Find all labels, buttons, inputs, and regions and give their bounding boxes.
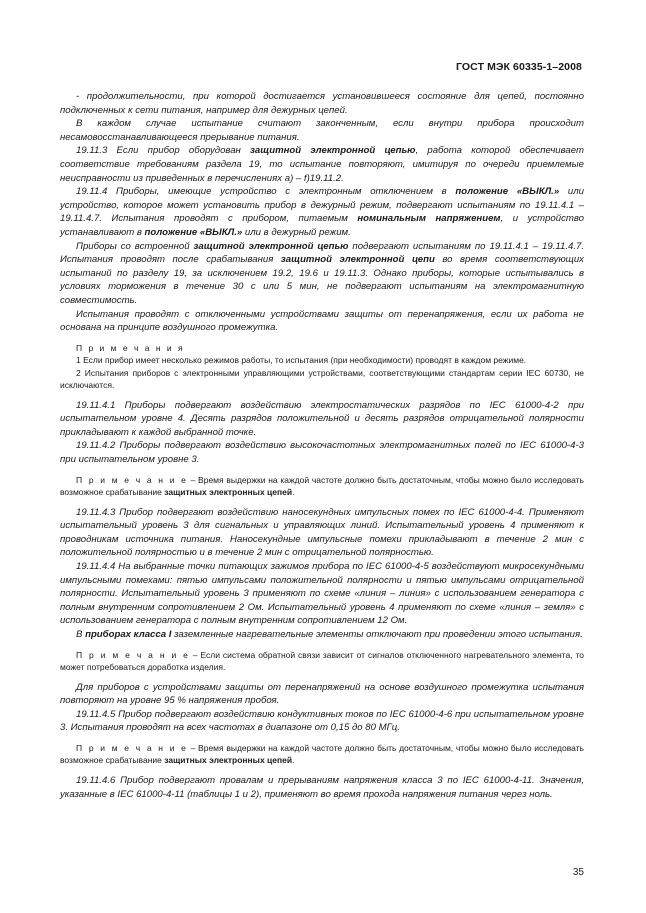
defined-term: защитной электронной цепи xyxy=(280,254,435,266)
defined-term: приборах класса I xyxy=(85,629,172,640)
note-1: 1 Если прибор имеет несколько режимов работы, то испытания (при необходимости) проводят в каждом режиме. xyxy=(76,355,527,366)
note-label: П р и м е ч а н и е xyxy=(76,742,188,753)
clause-text: подвергают испытаниям по 19.11.4.1 – 19.11.4.7. Испытания проводят после срабатывания xyxy=(60,240,585,266)
note-text: – Если система обратной связи зависит от сигналов отключенного нагревательного элемента, то может потребоваться доработка изделия. xyxy=(60,649,584,673)
clause-text: , работа которой обеспечивает соответствие требованиям раздела 19, то испытание повторяют, имитируя по очереди приемлемые неисправности из приведенных в перечислениях а) – f)19.11.2. xyxy=(60,145,584,184)
document-header: ГОСТ МЭК 60335-1–2008 xyxy=(455,61,582,73)
clause-19-11-4-6: 19.11.4.6 Прибор подвергают провалам и прерываниям напряжения класса 3 по IEC 61000-4-11. Значения, указанные в IEC 61000-4-11 (таблицы 1 и 2), применяют во время прохода напряжения питания через ноль. xyxy=(60,774,584,800)
clause-text: во время соответствующих испытаний по разделу 19, за исключением 19.2, 19.6 и 19.11.3. Однако приборы, которые испытывались в условиях торможения в течение 30 с или 5 мин, не подвергают испытаниям на электромагнитную совместимость. xyxy=(60,254,584,306)
defined-term: защитных электронных цепей xyxy=(164,487,293,498)
paragraph: Испытания проводят с отключенными устройствами защиты от перенапряжения, если их работа не основана на принципе воздушного промежутка. xyxy=(60,308,584,334)
clause-text: заземленные нагревательные элементы отключают при проведении этого испытания. xyxy=(171,629,583,640)
defined-term: номинальным напряжением xyxy=(357,213,501,225)
clause-19-11-4-2: 19.11.4.2 Приборы подвергают воздействию высокочастотных электромагнитных полей по IEC 61000-4-3 при испытательном уровне 3. xyxy=(60,440,584,466)
page-body xyxy=(60,90,584,801)
clause-text: Приборы со встроенной xyxy=(76,240,194,252)
note-label: П р и м е ч а н и е xyxy=(76,474,188,485)
paragraph xyxy=(60,240,584,308)
note-text: . xyxy=(292,755,295,766)
defined-term: защитной электронной цепью xyxy=(193,240,349,252)
note-text: . xyxy=(292,487,295,498)
notes-title: П р и м е ч а н и я xyxy=(76,342,185,353)
defined-term: защитных электронных цепей xyxy=(164,755,293,766)
clause-19-11-4-1: 19.11.4.1 Приборы подвергают воздействию электростатических разрядов по IEC 61000-4-2 при испытательном уровне 4. Десять разрядов положительной и десять разрядов отрицательной полярности прикладывают к каждой выбранной точке. xyxy=(60,399,584,438)
note-text: – Время выдержки на каждой частоте должно быть достаточным, чтобы можно было исследовать возможное срабатывание xyxy=(60,474,584,498)
clause-19-11-4-5: 19.11.4.5 Прибор подвергают воздействию кондуктивных токов по IEC 61000-4-6 при испытательном уровне 3. Испытания проводят на всех частотах в диапазоне от 0,15 до 80 МГц. xyxy=(60,708,584,734)
clause-text: или в дежурный режим. xyxy=(242,226,351,238)
paragraph: - продолжительности, при которой достигается установившееся состояние для цепей, постоянно подключенных к сети питания, например для дежурных цепей. xyxy=(60,91,584,116)
clause-19-11-4-4: 19.11.4.4 На выбранные точки питающих зажимов прибора по IEC 61000-4-5 воздействуют микросекундными импульсными помехами: пятью импульсами положительной полярности и пятью импульсами отрицательной полярности. Испытательный уровень 3 применяют по схеме «линия – линия» с использованием генератора с полным внутренним сопротивлением 2 Ом. Испытательный уровень 4 применяют по схеме «линия – земля» с использованием генератора с полным внутренним сопротивлением 12 Ом. xyxy=(60,561,584,627)
note-text: – Время выдержки на каждой частоте должно быть достаточным, чтобы можно было исследовать возможное срабатывание xyxy=(60,742,584,766)
clause-text: 19.11.3 Если прибор оборудован xyxy=(76,145,251,157)
clause-text: , и устройство устанавливают в xyxy=(60,213,584,238)
note xyxy=(60,474,584,499)
paragraph: В каждом случае испытание считают законченным, если внутри прибора происходит несамовосстанавливающееся прерывание питания. xyxy=(60,118,584,143)
clause-19-11-4-3: 19.11.4.3 Прибор подвергают воздействию наносекундных импульсных помех по IEC 61000-4-4. Применяют испытательный уровень 3 для сигнальных и управляющих линий. Испытательный уровень 4 применяют к проводникам источника питания. Наносекундные импульсные помехи прикладывают в течение 2 мин с положительной полярностью и в течение 2 мин с отрицательной полярностью. xyxy=(60,506,584,559)
page-number: 35 xyxy=(572,867,584,878)
note xyxy=(60,649,584,674)
paragraph xyxy=(60,628,584,642)
note-label: П р и м е ч а н и е xyxy=(76,649,190,660)
defined-term: защитной электронной цепью xyxy=(250,145,416,157)
clause-19-11-3 xyxy=(60,144,584,185)
clause-19-11-4 xyxy=(60,185,584,239)
defined-term: положение «ВЫКЛ.» xyxy=(455,186,560,198)
clause-text: 19.11.4 Приборы, имеющие устройство с электронным отключением в xyxy=(76,186,456,198)
clause-text: или устройство, которое может установить прибор в дежурный режим, подвергают испытаниям по 19.11.4.1 – 19.11.4.7. Испытания проводят с прибором, питаемым xyxy=(60,186,584,225)
defined-term: положение «ВЫКЛ.» xyxy=(144,226,243,238)
note xyxy=(60,742,584,767)
note-2: 2 Испытания приборов с электронными управляющими устройствами, соответствующими стандартам серии IEC 60730, не исключаются. xyxy=(60,367,584,391)
paragraph: Для приборов с устройствами защиты от перенапряжений на основе воздушного промежутка испытания повторяют на уровне 95 % напряжения пробоя. xyxy=(60,681,584,707)
clause-text: В xyxy=(76,629,86,640)
